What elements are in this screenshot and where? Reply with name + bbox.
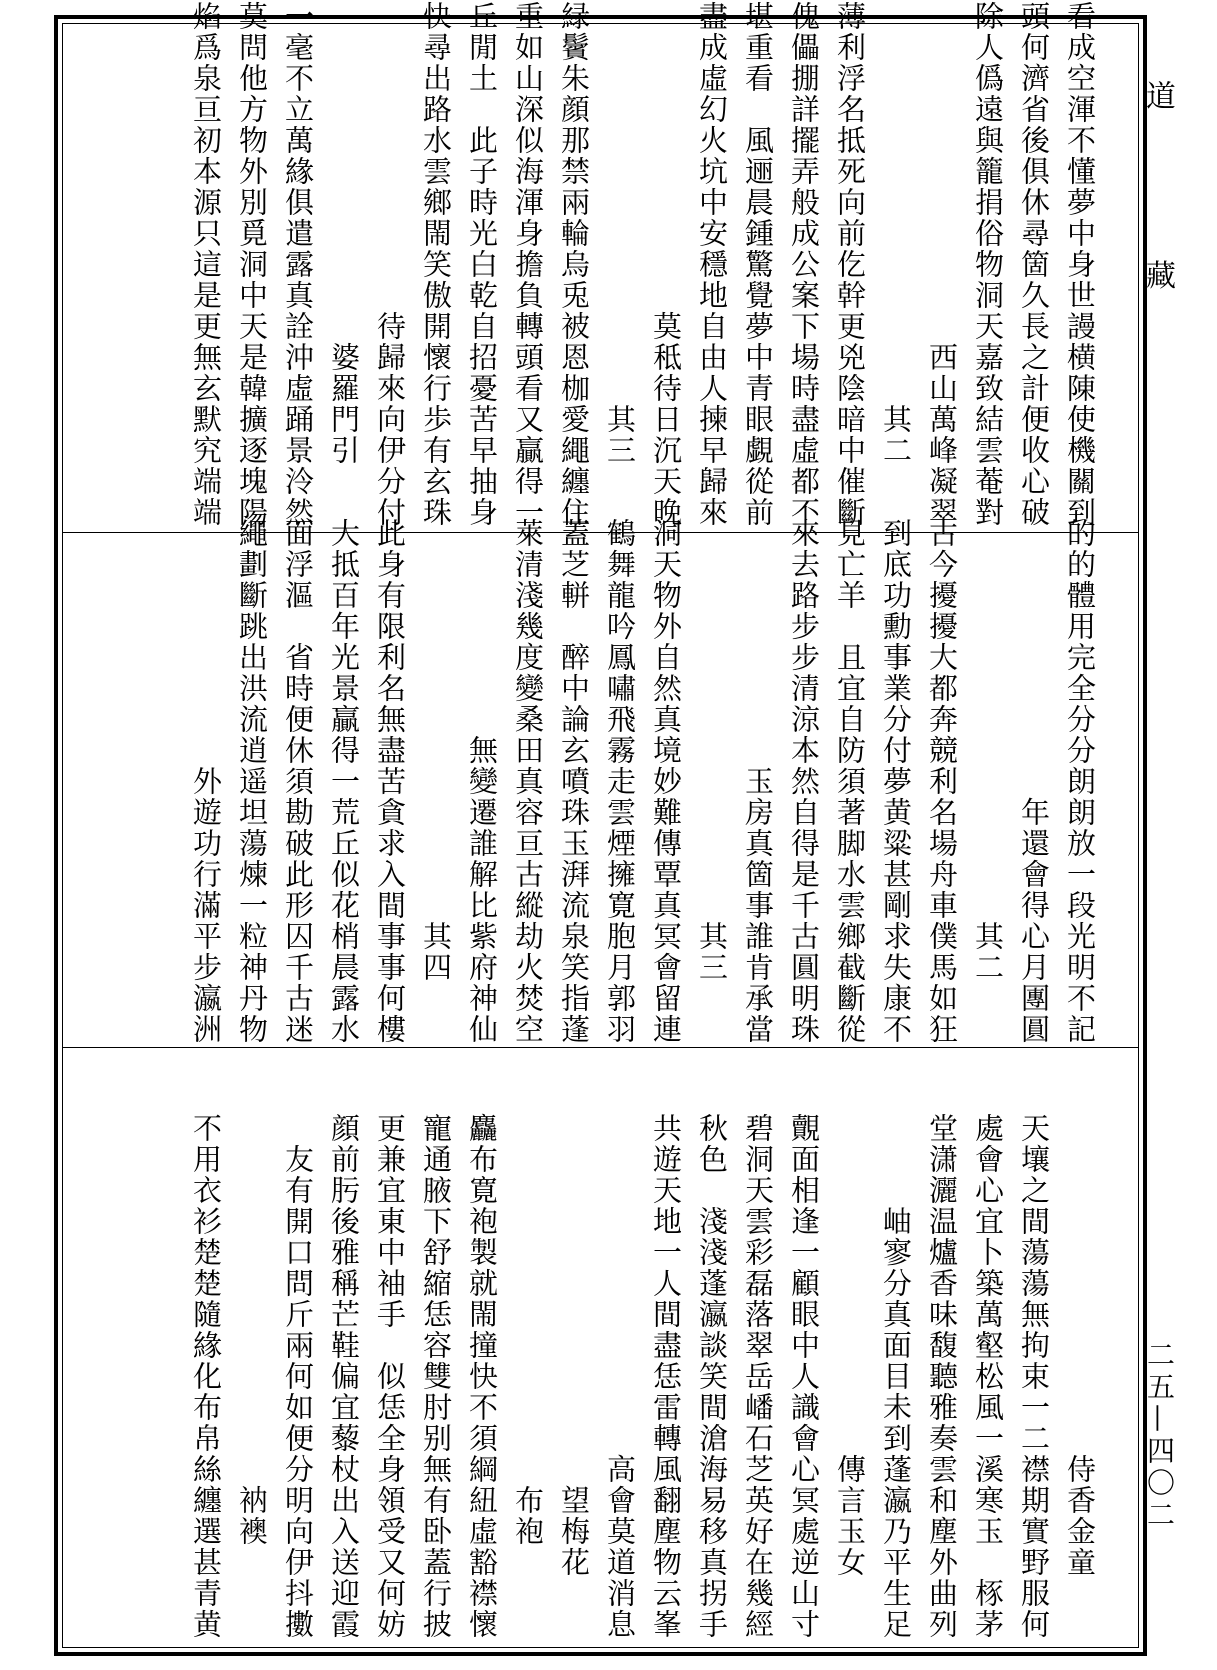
section-heading: 其三: [603, 404, 637, 528]
text-column: 繩劃斷跳出洪流逍遥坦蕩煉一粒神丹物: [235, 518, 269, 1045]
text-column: 覿面相逢一顧眼中人識會心冥處逆山寸: [787, 1113, 821, 1640]
section-heading: 其二: [879, 404, 913, 528]
section-heading: 傳言玉女: [833, 1454, 867, 1640]
text-column: 天壤之間蕩蕩無拘束一二襟期實野服何: [1017, 1113, 1051, 1640]
text-column: 緑鬢朱顔那禁兩輪烏兎被恩枷愛繩纏住: [557, 1, 591, 528]
text-column: 除人僞遠與籠捐俗物洞天嘉致結雲菴對: [971, 1, 1005, 528]
text-column: 莫問他方物外別覓洞中天是韓擴逐塊陽: [235, 1, 269, 528]
text-column: 盡成虛幻火坑中安穩地自由人揀早歸來: [695, 1, 729, 528]
text-column: 的的體用完全分分朗朗放一段光明不記: [1063, 518, 1097, 1045]
text-column: 傀儡掤詳擺弄般成公案下場時盡虛都不: [787, 1, 821, 528]
text-column: 快尋出路水雲鄉閙笑傲開懷行歩有玄珠: [419, 1, 453, 528]
text-column: 丘閒土 此子時光白乾自招憂苦早抽身: [465, 1, 499, 528]
text-column: 莫秪待日沉天晚: [649, 311, 683, 528]
text-column: 寵通腋下舒縮恁容雙肘别無有卧蓋行披: [419, 1113, 453, 1640]
text-column: 不用衣衫楚楚隨緣化布帛絲纏選甚青黄: [189, 1113, 223, 1640]
text-column: 共遊天地一人間盡恁雷轉風翻塵物云峯: [649, 1113, 683, 1640]
text-column: 洞天物外自然真境妙難傳覃真冥會留連: [649, 518, 683, 1045]
text-column: 到底功勳事業分付夢黄粱甚剛求失康不: [879, 518, 913, 1045]
text-column: 麤布寛袍製就閙撞快不須綱紐虛豁襟懷: [465, 1113, 499, 1640]
text-column: 外遊功行滿平步瀛洲: [189, 766, 223, 1045]
text-column: 焰爲泉亘初本源只這是更無玄默究端端: [189, 1, 223, 528]
text-column: 面浮漚 省時便休須勘破此形囚千古迷: [281, 518, 315, 1045]
text-column: 此身有限利名無盡苦貪求入間事事何樓: [373, 518, 407, 1045]
section-subheading: 衲襖: [235, 1485, 269, 1640]
section-heading: 婆羅門引: [327, 342, 361, 528]
text-column: 高會莫道消息: [603, 1454, 637, 1640]
section-heading: 其四: [419, 921, 453, 1045]
text-column: 萊清淺幾度變桑田真容亘古縱劫火焚空: [511, 518, 545, 1045]
collection-label: 道 藏: [1140, 80, 1175, 360]
section-heading: 其三: [695, 921, 729, 1045]
text-column: 碧洞天雲彩磊落翠岳嶓石芝英好在幾經: [741, 1113, 775, 1640]
text-column: 待歸來向伊分付: [373, 311, 407, 528]
text-panel-bottom: [100, 1070, 1100, 1640]
text-column: 顔前肟後雅稱芒鞋偏宜藜杖出入送迎霞: [327, 1113, 361, 1640]
text-panel-middle: [100, 518, 1100, 1045]
text-column: 處會心宜卜築萬壑松風一溪寒玉 㭬茅: [971, 1113, 1005, 1640]
text-column: 岫寥分真面目未到蓬瀛乃平生足: [879, 1206, 913, 1640]
text-column: 一毫不立萬緣俱遣露真詮沖虛踊景泠然: [281, 1, 315, 528]
text-column: 西山萬峰凝翠: [925, 342, 959, 528]
text-column: 蓋芝軿 醉中論玄噴珠玉湃流泉笑指蓬: [557, 518, 591, 1045]
text-column: 堂潇灑温爐香味馥聽雅奏雲和塵外曲列: [925, 1113, 959, 1640]
text-column: 看成空渾不懂夢中身世謾横陳使機關到: [1063, 1, 1097, 528]
text-column: 秋色 淺淺蓬瀛談笑間滄海易移真拐手: [695, 1113, 729, 1640]
text-column: 大抵百年光景贏得一荒丘似花梢晨露水: [327, 518, 361, 1045]
text-column: 堪重看 風逦晨鍾驚覺夢中青眼覷從前: [741, 1, 775, 528]
section-heading: 侍香金童: [1063, 1454, 1097, 1640]
page-number: 二五—四〇二: [1143, 1340, 1176, 1532]
text-column: 鶴舞龍吟鳳嘯飛霧走雲煙擁寛胞月郭羽: [603, 518, 637, 1045]
text-panel-top: [100, 1, 1100, 528]
panel-divider-2: [62, 1047, 1139, 1048]
text-column: 更兼宜東中袖手 似恁全身領受又何妨: [373, 1113, 407, 1640]
text-column: 頭何濟省後俱休尋箇久長之計便收心破: [1017, 1, 1051, 528]
section-heading: 望梅花: [557, 1485, 591, 1640]
section-heading: 其二: [971, 921, 1005, 1045]
text-column: 古今擾擾大都奔競利名場舟車僕馬如狂: [925, 518, 959, 1045]
text-column: 無變遷誰解比紫府神仙: [465, 735, 499, 1045]
section-subheading: 布袍: [511, 1485, 545, 1640]
text-column: 見亡羊 且宜自防須著脚水雲鄉截斷從: [833, 518, 867, 1045]
text-column: 年還會得心月團圓: [1017, 797, 1051, 1045]
text-column: 來去路步步清涼本然自得是千古圓明珠: [787, 518, 821, 1045]
text-column: 友有開口問斤兩何如便分明向伊抖擻: [281, 1144, 315, 1640]
text-column: 玉房真箇事誰肯承當: [741, 766, 775, 1045]
text-column: 重如山深似海渾身擔負轉頭看又贏得一: [511, 1, 545, 528]
text-column: 薄利浮名抵死向前仡幹更兇陰暗中催斷: [833, 1, 867, 528]
